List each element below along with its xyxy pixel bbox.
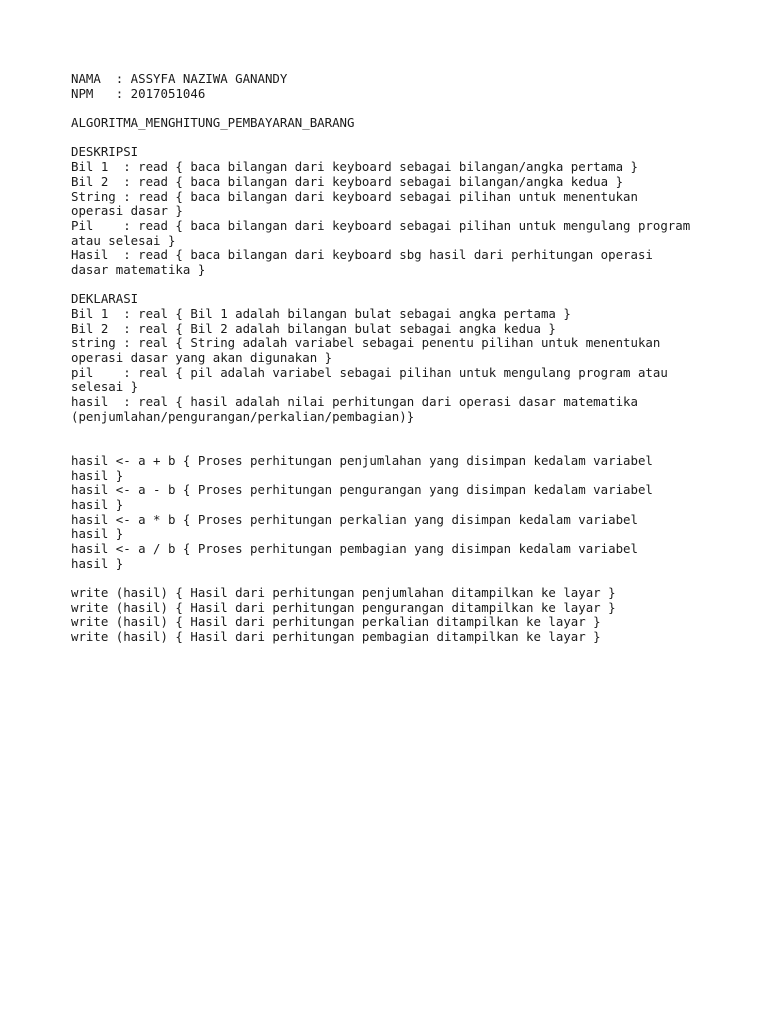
spacer bbox=[71, 131, 731, 146]
deklarasi-heading: DEKLARASI bbox=[71, 291, 139, 307]
spacer bbox=[71, 101, 731, 116]
deklarasi-line: string : real { String adalah variabel sebagai penentu pilihan untuk menentukan bbox=[71, 335, 661, 351]
student-npm: NPM : 2017051046 bbox=[71, 85, 206, 101]
proses-line: hasil <- a / b { Proses perhitungan pembagian yang disimpan kedalam variabel bbox=[71, 541, 638, 557]
output-line: write (hasil) { Hasil dari perhitungan perkalian ditampilkan ke layar } bbox=[71, 614, 601, 630]
deklarasi-line: (penjumlahan/pengurangan/perkalian/pembagian)} bbox=[71, 408, 415, 424]
deklarasi-line: pil : real { pil adalah variabel sebagai pilihan untuk mengulang program atau bbox=[71, 364, 668, 380]
proses-line: hasil } bbox=[71, 555, 124, 571]
proses-line: hasil } bbox=[71, 526, 124, 542]
deskripsi-line: Hasil : read { baca bilangan dari keyboard sbg hasil dari perhitungan operasi bbox=[71, 247, 653, 263]
output-line: write (hasil) { Hasil dari perhitungan pembagian ditampilkan ke layar } bbox=[71, 629, 601, 645]
spacer bbox=[71, 571, 731, 586]
deklarasi-line: hasil : real { hasil adalah nilai perhitungan dari operasi dasar matematika bbox=[71, 394, 638, 410]
deskripsi-line: Bil 2 : read { baca bilangan dari keyboard sebagai bilangan/angka kedua } bbox=[71, 173, 624, 189]
deklarasi-line: Bil 1 : real { Bil 1 adalah bilangan bulat sebagai angka pertama } bbox=[71, 306, 571, 321]
spacer bbox=[71, 425, 731, 454]
spacer bbox=[71, 278, 731, 293]
proses-line: hasil } bbox=[71, 496, 124, 512]
deklarasi-line: operasi dasar yang akan digunakan } bbox=[71, 350, 333, 366]
proses-line: hasil <- a + b { Proses perhitungan penjumlahan yang disimpan kedalam variabel bbox=[71, 452, 653, 468]
algorithm-title: ALGORITMA_MENGHITUNG_PEMBAYARAN_BARANG bbox=[71, 115, 355, 131]
output-line: write (hasil) { Hasil dari perhitungan pengurangan ditampilkan ke layar } bbox=[71, 599, 616, 615]
deklarasi-line: selesai } bbox=[71, 379, 139, 395]
deskripsi-line: String : read { baca bilangan dari keyboard sebagai pilihan untuk menentukan bbox=[71, 188, 638, 204]
deskripsi-line: dasar matematika } bbox=[71, 261, 206, 277]
deskripsi-line: operasi dasar } bbox=[71, 203, 183, 219]
document-page bbox=[71, 72, 731, 645]
deklarasi-line: Bil 2 : real { Bil 2 adalah bilangan bulat sebagai angka kedua } bbox=[71, 320, 556, 336]
deskripsi-heading: DESKRIPSI bbox=[71, 144, 139, 160]
deskripsi-line: atau selesai } bbox=[71, 232, 176, 248]
proses-line: hasil <- a * b { Proses perhitungan perkalian yang disimpan kedalam variabel bbox=[71, 511, 638, 527]
deskripsi-line: Pil : read { baca bilangan dari keyboard sebagai pilihan untuk mengulang program bbox=[71, 217, 691, 233]
proses-line: hasil } bbox=[71, 467, 124, 483]
deskripsi-line: Bil 1 : read { baca bilangan dari keyboard sebagai bilangan/angka pertama } bbox=[71, 159, 638, 175]
student-name: NAMA : ASSYFA NAZIWA GANANDY bbox=[71, 71, 288, 86]
output-line: write (hasil) { Hasil dari perhitungan penjumlahan ditampilkan ke layar } bbox=[71, 585, 616, 601]
proses-line: hasil <- a - b { Proses perhitungan pengurangan yang disimpan kedalam variabel bbox=[71, 482, 653, 498]
